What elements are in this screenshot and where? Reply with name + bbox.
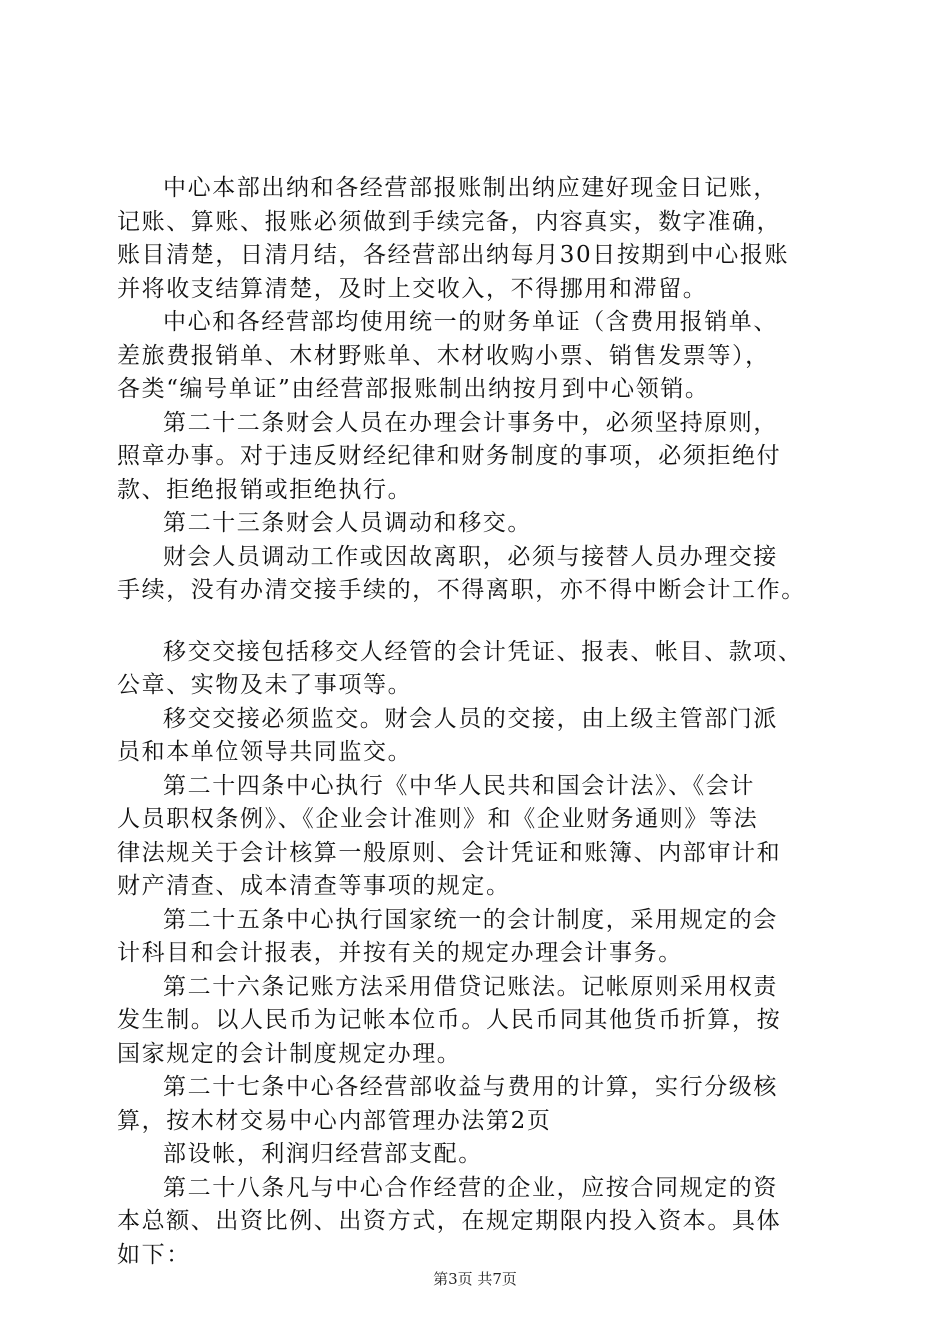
text-line: 第二十四条中心执行《中华人民共和国会计法》、《会计 xyxy=(163,772,755,799)
text-line: 记账、算账、报账必须做到手续完备，内容真实，数字准确， xyxy=(117,208,782,235)
text-line: 第二十六条记账方法采用借贷记账法。记帐原则采用权责 xyxy=(163,973,778,1000)
paragraph-handover-contents xyxy=(117,636,837,703)
paragraph-article-24 xyxy=(117,770,837,904)
paragraph-cashier-ledger xyxy=(117,172,837,306)
paragraph-article-28 xyxy=(117,1172,837,1273)
text-line: 财产清查、成本清查等事项的规定。 xyxy=(117,873,511,899)
paragraph-article-25 xyxy=(117,904,837,971)
text-line: 公章、实物及未了事项等。 xyxy=(117,672,413,698)
paragraph-staff-transfer xyxy=(117,541,837,608)
text-line: 财会人员调动工作或因故离职，必须与接替人员办理交接 xyxy=(163,543,778,570)
text-line: 第二十八条凡与中心合作经营的企业，应按合同规定的资 xyxy=(163,1174,778,1201)
text-line: 手续，没有办清交接手续的，不得离职，亦不得中断会计工作。 xyxy=(117,577,806,603)
paragraph-article-27 xyxy=(117,1071,837,1138)
paragraph-handover-supervision xyxy=(117,703,837,770)
text-line: 中心本部出纳和各经营部报账制出纳应建好现金日记账， xyxy=(163,175,778,201)
text-line: 算，按木材交易中心内部管理办法第2页 xyxy=(117,1107,552,1134)
text-line: 第二十二条财会人员在办理会计事务中，必须坚持原则， xyxy=(163,409,778,436)
paragraph-department-accounts xyxy=(117,1138,837,1172)
paragraph-article-22 xyxy=(117,407,837,508)
text-line: 账目清楚，日清月结，各经营部出纳每月30日按期到中心报账 xyxy=(117,242,790,268)
text-line: 差旅费报销单、木材野账单、木材收购小票、销售发票等）， xyxy=(117,342,770,369)
paragraph-article-23 xyxy=(117,507,837,541)
paragraph-article-26 xyxy=(117,971,837,1072)
text-line: 人员职权条例》、《企业会计准则》和《企业财务通则》等法 xyxy=(117,806,759,832)
text-line: 各类“编号单证”由经营部报账制出纳按月到中心领销。 xyxy=(117,376,710,402)
text-line: 发生制。以人民币为记帐本位币。人民币同其他货币折算，按 xyxy=(117,1007,782,1033)
document-body xyxy=(117,172,837,1272)
paragraph-gap xyxy=(117,608,837,636)
text-line: 第二十七条中心各经营部收益与费用的计算，实行分级核 xyxy=(163,1074,778,1100)
text-line: 律法规关于会计核算一般原则、会计凭证和账簿、内部审计和 xyxy=(117,839,782,866)
text-line: 如下： xyxy=(117,1241,191,1268)
text-line: 第二十三条财会人员调动和移交。 xyxy=(163,510,532,536)
text-line: 照章办事。对于违反财经纪律和财务制度的事项，必须拒绝付 xyxy=(117,443,782,469)
page-number-footer: 第3页 共7页 xyxy=(433,1270,517,1288)
text-line: 并将收支结算清楚，及时上交收入，不得挪用和滞留。 xyxy=(117,275,708,302)
text-line: 本总额、出资比例、出资方式，在规定期限内投入资本。具体 xyxy=(117,1208,782,1234)
text-line: 计科目和会计报表，并按有关的规定办理会计事务。 xyxy=(117,940,683,966)
paragraph-unified-vouchers xyxy=(117,306,837,407)
text-line: 第二十五条中心执行国家统一的会计制度，采用规定的会 xyxy=(163,906,778,933)
text-line: 款、拒绝报销或拒绝执行。 xyxy=(117,476,413,503)
text-line: 中心和各经营部均使用统一的财务单证（含费用报销单、 xyxy=(163,309,778,335)
text-line: 员和本单位领导共同监交。 xyxy=(117,739,413,765)
text-line: 国家规定的会计制度规定办理。 xyxy=(117,1040,462,1067)
text-line: 移交交接必须监交。财会人员的交接，由上级主管部门派 xyxy=(163,705,778,732)
text-line: 移交交接包括移交人经管的会计凭证、报表、帐目、款项、 xyxy=(163,638,803,665)
text-line: 部设帐，利润归经营部支配。 xyxy=(163,1141,483,1167)
